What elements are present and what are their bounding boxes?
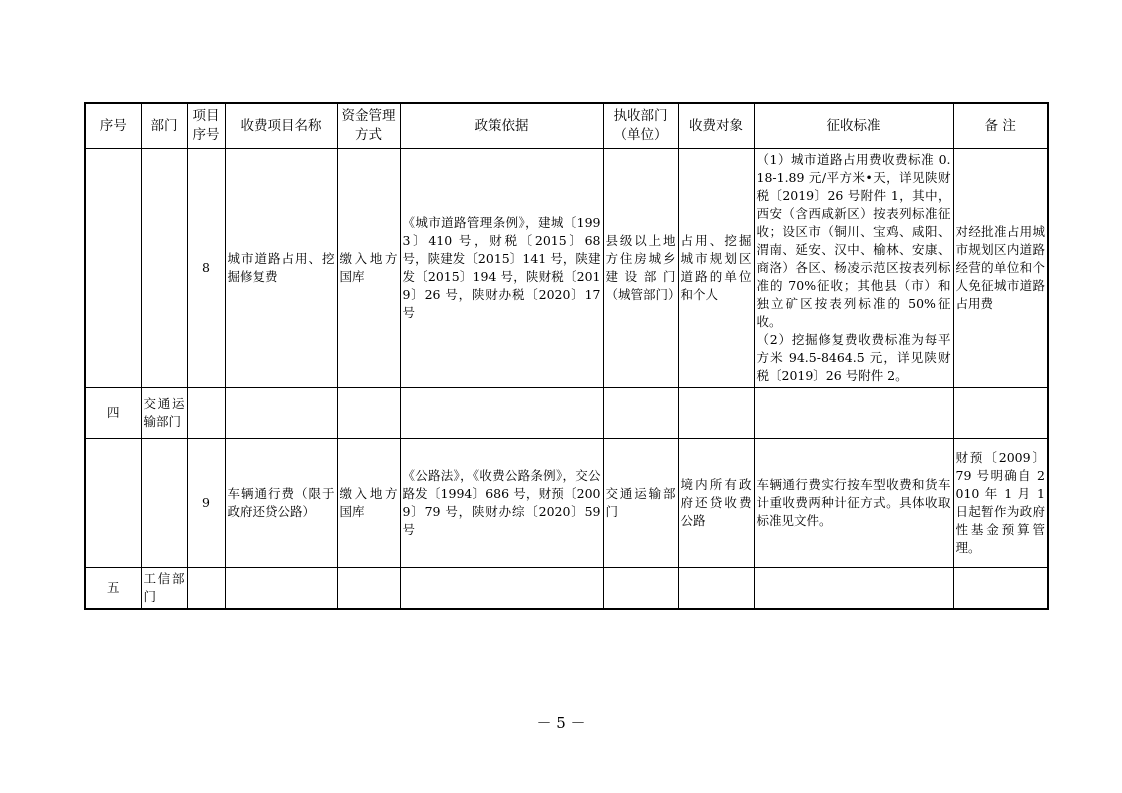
cell-empty (187, 568, 225, 610)
header-item-seq: 项目序号 (187, 103, 225, 149)
cell-dept: 交通运输部门 (141, 388, 187, 439)
cell-empty (678, 568, 754, 610)
standard-paragraph-2: （2）挖掘修复费收费标准为每平方米 94.5-8464.5 元，详见陕财税〔2019〕26 号附件 2。 (756, 332, 951, 383)
header-row (85, 103, 1048, 149)
cell-empty (603, 568, 678, 610)
header-target: 收费对象 (678, 103, 754, 149)
cell-seq (85, 149, 141, 388)
cell-empty (953, 388, 1048, 439)
cell-target: 境内所有政府还贷收费公路 (678, 439, 754, 568)
cell-empty (337, 388, 400, 439)
cell-seq: 四 (85, 388, 141, 439)
page-number: － 5 － (536, 714, 586, 732)
cell-dept (141, 439, 187, 568)
cell-empty (400, 568, 603, 610)
cell-remark: 财预〔2009〕79 号明确自 2010 年 1 月 1 日起暂作为政府性基金预算管理。 (953, 439, 1048, 568)
header-dept: 部门 (141, 103, 187, 149)
cell-item-seq: 9 (187, 439, 225, 568)
header-exec-dept: 执收部门（单位） (603, 103, 678, 149)
cell-dept: 工信部门 (141, 568, 187, 610)
table-row (85, 149, 1048, 388)
cell-item-name: 车辆通行费（限于政府还贷公路） (225, 439, 337, 568)
cell-empty (603, 388, 678, 439)
cell-empty (187, 388, 225, 439)
header-item-name: 收费项目名称 (225, 103, 337, 149)
cell-remark: 对经批准占用城市规划区内道路经营的单位和个人免征城市道路占用费 (953, 149, 1048, 388)
header-policy: 政策依据 (400, 103, 603, 149)
cell-target: 占用、挖掘城市规划区道路的单位和个人 (678, 149, 754, 388)
cell-item-seq: 8 (187, 149, 225, 388)
section-row (85, 388, 1048, 439)
cell-policy: 《城市道路管理条例》，建城〔1993〕410 号，财税〔2015〕68 号，陕建发〔2015〕141 号，陕建发〔2015〕194 号，陕财税〔2019〕26 号，陕财办税〔2020〕17 号 (400, 149, 603, 388)
cell-empty (678, 388, 754, 439)
fee-table (84, 102, 1049, 610)
cell-standard (754, 149, 953, 388)
cell-exec-dept: 交通运输部门 (603, 439, 678, 568)
header-standard: 征收标准 (754, 103, 953, 149)
cell-policy: 《公路法》，《收费公路条例》，交公路发〔1994〕686 号，财预〔2009〕79 号，陕财办综〔2020〕59 号 (400, 439, 603, 568)
cell-empty (225, 568, 337, 610)
cell-empty (754, 388, 953, 439)
cell-empty (400, 388, 603, 439)
cell-empty (225, 388, 337, 439)
header-fund-mgmt: 资金管理方式 (337, 103, 400, 149)
cell-empty (754, 568, 953, 610)
cell-exec-dept: 县级以上地方住房城乡建设部门（城管部门） (603, 149, 678, 388)
cell-dept (141, 149, 187, 388)
standard-paragraph-1: （1）城市道路占用费收费标准 0.18-1.89 元/平方米•天，详见陕财税〔2019〕26 号附件 1，其中，西安（含西咸新区）按表列标准征收；设区市（铜川、宝鸡、咸阳、渭南、延安、汉中、榆林、安康、商洛）各区、杨凌示范区按表列标准的 70%征收；其他县（市）和独立矿区按表列标准的 50%征收。 (756, 152, 951, 329)
cell-fund-mgmt: 缴入地方国库 (337, 439, 400, 568)
cell-fund-mgmt: 缴入地方国库 (337, 149, 400, 388)
cell-item-name: 城市道路占用、挖掘修复费 (225, 149, 337, 388)
cell-seq: 五 (85, 568, 141, 610)
section-row (85, 568, 1048, 610)
header-remark: 备 注 (953, 103, 1048, 149)
header-seq: 序号 (85, 103, 141, 149)
cell-empty (953, 568, 1048, 610)
cell-standard: 车辆通行费实行按车型收费和货车计重收费两种计征方式。具体收取标准见文件。 (754, 439, 953, 568)
cell-empty (337, 568, 400, 610)
table-row (85, 439, 1048, 568)
cell-seq (85, 439, 141, 568)
